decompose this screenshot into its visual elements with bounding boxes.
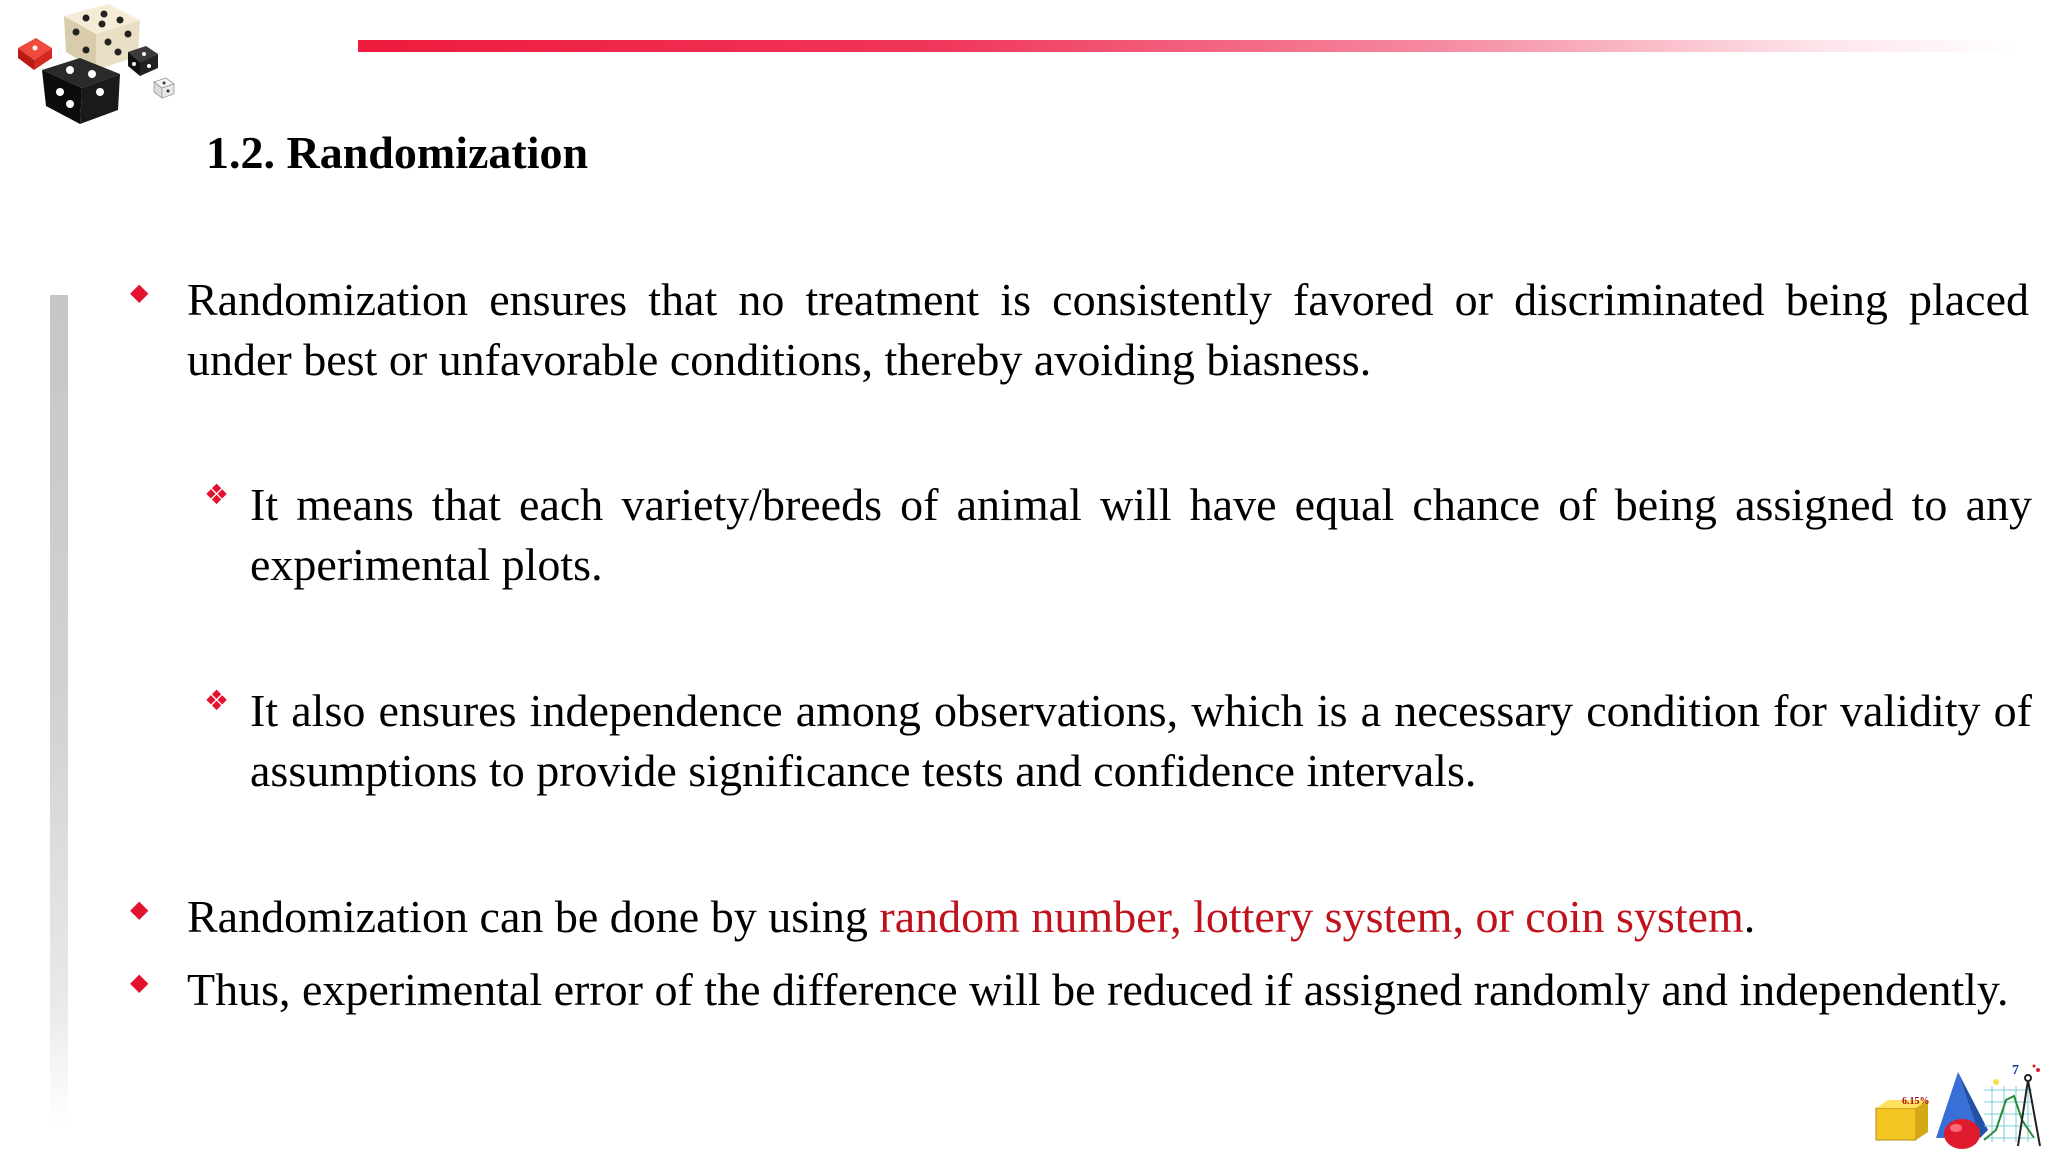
sub-bullet-text: It also ensures independence among observations, which is a necessary condition for validity of assumptions to provide significance tests and confidence intervals. <box>250 685 2032 796</box>
four-diamond-bullet-icon: ❖ <box>204 478 230 511</box>
bullet-text <box>187 887 2029 947</box>
small-black-die-icon <box>128 46 158 76</box>
bullet-text-after: . <box>1743 891 1756 942</box>
bullet-text-highlight: random number, lottery system, or coin system <box>879 891 1744 942</box>
sub-bullet-text: It means that each variety/breeds of animal will have equal chance of being assigned to any experimental plots. <box>250 479 2032 590</box>
dice-icon <box>8 0 178 130</box>
logo-percent: 6.15% <box>1902 1096 1930 1107</box>
bullet-item <box>130 960 2029 1020</box>
sub-bullet-item <box>204 475 2032 595</box>
diamond-bullet-icon: ◆ <box>130 895 149 923</box>
bullet-text: Thus, experimental error of the difference will be reduced if assigned randomly and independently. <box>187 964 2009 1015</box>
bullet-text-before: Randomization can be done by using <box>187 891 880 942</box>
sub-bullet-item <box>204 681 2032 801</box>
bullet-item <box>130 887 2029 947</box>
geometry-logo-icon <box>1872 1060 2044 1150</box>
top-accent-bar <box>358 40 2018 52</box>
red-die-icon <box>18 38 52 70</box>
diamond-bullet-icon: ◆ <box>130 278 149 306</box>
black-die-icon <box>42 58 120 124</box>
four-diamond-bullet-icon: ❖ <box>204 684 230 717</box>
slide-title: 1.2. Randomization <box>206 127 589 178</box>
diamond-bullet-icon: ◆ <box>130 968 149 996</box>
logo-number-seven: 7 <box>2012 1063 2019 1078</box>
bullet-text: Randomization ensures that no treatment is consistently favored or discriminated being placed under best or unfavorable conditions, thereby avoiding biasness. <box>187 274 2029 385</box>
bullet-item <box>130 270 2029 390</box>
left-gray-bar <box>50 295 68 1125</box>
white-die-icon <box>154 78 174 98</box>
